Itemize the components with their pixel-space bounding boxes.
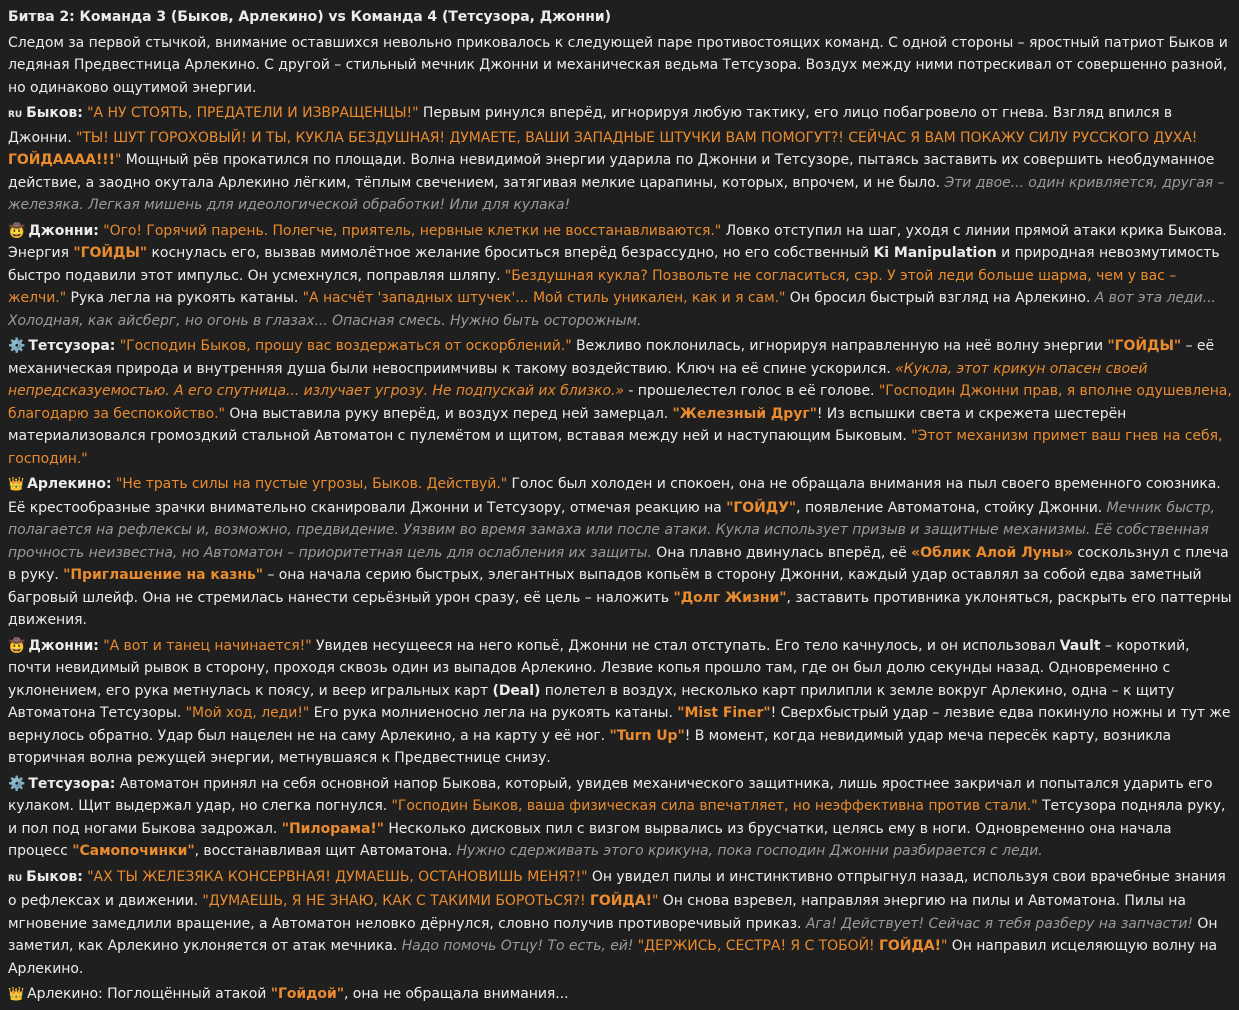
quote: "Не трать силы на пустые угрозы, Быков. Действуй." [115,476,508,492]
quote: "Господин Быков, ваша физическая сила впечатляет, но неэффективна против стали." [391,798,1038,814]
narration: Арлекино: Поглощённый атакой [27,986,271,1002]
cowboy-face-icon: 🤠 [8,637,26,654]
skill-name: "ГОЙДЫ" [73,245,148,261]
narration: ! Сверхбыстрый удар – лезвие едва покинуло ножны и тут же вернулось обратно. Удар был нацелен не на саму Арлекино, а на карту у её ног. [8,705,1231,744]
narration: Первым ринулся вперёд, игнорируя любую тактику, его лицо побагровело от гнева. Взгляд впился в Джонни. [8,105,1173,146]
speaker-name: Арлекино: [27,476,112,492]
weapon-name: «Облик Алой Луны» [911,544,1073,561]
quote: "ТЫ! ШУТ ГОРОХОВЫЙ! И ТЫ, КУКЛА БЕЗДУШНАЯ! ДУМАЕТЕ, ВАШИ ЗАПАДНЫЕ ШТУЧКИ ВАМ ПОМОГУТ?! СЕЙЧАС Я ВАМ ПОКАЖУ СИЛУ РУССКОГО ДУХА! [76,129,1198,146]
quote: "Этот механизм примет ваш гнев на себя, господин." [8,428,1223,467]
narration: , появление Автоматона, стойку Джонни. [796,499,1107,516]
narration: Увидев несущееся на него копьё, Джонни не стал отступать. Его тело качнулось, и он использовал [311,637,1060,654]
speaker-name: Быков: [26,868,83,885]
inner-thought: Эти двое... один кривляется, другая – железяка. Легкая мишень для идеологической обработки! Или для кулака! [8,174,1225,213]
quote: "Господин Быков, прошу вас воздержаться от оскорблений." [119,338,572,354]
skill-name: "Turn Up" [609,727,685,744]
narration: – её механическая природа и внутренняя душа были невосприимчивы к такому воздействию. Ключ на её спине ускорился. [8,338,1215,377]
inner-thought: Надо помочь Отцу! То есть, ей! [401,938,634,954]
speaker-name: Тетсузора: [28,775,116,792]
narration: Вежливо поклонилась, игнорируя направленную на неё волну энергии [571,338,1108,354]
narration: полетел в воздух, несколько карт прилипли к земле вокруг Арлекино, одна – к щиту Автоматона Тетсузоры. [8,682,1175,721]
quote: " [651,893,659,909]
narration: и природная невозмутимость быстро подавили этот импульс. Он усмехнулся, поправляя шляпу. [8,245,1220,284]
narration: – короткий, почти невидимый рывок в сторону, проходя сквозь один из выпадов Арлекино. Лезвие копья прошло там, где он был долю секунды назад. Одновременно с уклонением, его рука метнулась к поясу, и веер игральных карт [8,637,1190,699]
inner-thought: Мечник быстр, полагается на рефлексы и, возможно, предвидение. Уязвим во время замаха или после атаки. Кукла использует призыв и защитные механизмы. Её собственная прочность неизвестна, но Автоматон – приоритетная цель для ослабления их защиты. [8,499,1215,561]
narration: Рука легла на рукоять катаны. [66,290,303,306]
paragraph-johnny-2 [8,635,1232,770]
narration: Она плавно двинулась вперёд, её [651,544,912,561]
paragraph-johnny-1 [8,220,1232,333]
ru-flag-icon: RU [8,873,23,884]
skill-name: "Гойдой" [270,986,344,1002]
narration: Голос был холоден и спокоен, она не обращала внимания на пыл своего временного союзника. Её крестообразные зрачки внимательно сканировали Джонни и Тетсузору, отмечая реакцию на [8,476,1221,516]
narration: Она выставила руку вперёд, и воздух перед ней замерцал. [224,405,673,422]
narration: Он увидел пилы и инстинктивно отпрыгнул назад, используя свои врачебные знания о рефлексах и движении. [8,868,1226,909]
crown-icon: 👑 [8,987,25,1002]
paragraph-tetsuzora-1 [8,335,1232,470]
quote: " [114,152,122,168]
ru-flag-icon: RU [8,110,23,120]
quote: "А насчёт 'западных штучек'... Мой стиль уникален, как и я сам." [302,290,786,306]
inner-thought: Ага! Действует! Сейчас я тебя разберу на запчасти! [805,915,1193,932]
narration: коснулась его, вызвав мимолётное желание броситься вперёд безрассудно, но его собственный [147,245,874,261]
inner-voice: «Кукла, этот крикун опасен своей непредсказуемостью. А его спутница... излучает угрозу. Не подпускай их близко.» [8,360,1148,399]
quote-emphasis: ГОЙДА! [879,938,941,954]
narration: - прошелестел голос в её голове. [623,383,879,399]
narration: Мощный рёв прокатился по площади. Волна невидимой энергии ударила по Джонни и Тетсузоре, пытаясь заставить их совершить необдуманное действие, а заодно окутала Арлекино лёгким, тёплым свечением, затягивая мелкие царапины, которых, впрочем, и не было. [8,152,1215,191]
inner-thought: Нужно сдерживать этого крикуна, пока господин Джонни разбирается с леди. [456,843,1043,859]
skill-name: "Самопочинки" [72,843,195,859]
paragraph-arlecchino-1 [8,473,1232,632]
battle-title: Битва 2: Команда 3 (Быков, Арлекино) vs Команда 4 (Тетсузора, Джонни) [8,9,611,25]
narration: Он заметил, как Арлекино уклоняется от атак мечника. [8,915,1218,954]
skill-name: "ГОЙДУ" [726,499,797,516]
quote-emphasis: ГОЙДАААА!!! [8,152,115,168]
quote: " [940,938,948,954]
narration: Он направил исцеляющую волну на Арлекино. [8,938,1218,977]
quote: "А вот и танец начинается!" [103,637,312,654]
narration: , заставить противника уклоняться, раскрыть его паттерны движения. [8,589,1232,628]
narration: ! В момент, когда невидимый удар меча пересёк карту, возникла вторичная волна режущей энергии, метнувшаяся к Предвестнице снизу. [8,727,1172,766]
narration: – она начала серию быстрых, элегантных выпадов копьём в сторону Джонни, каждый удар оставлял за собой едва заметный багровый шлейф. Она не стремилась нанести серьёзный урон сразу, её цель – наложить [8,567,1202,606]
narration: Тетсузора подняла руку, и пол под ногами Быкова задрожал. [8,798,1226,837]
quote: "Господин Джонни прав, я вполне одушевлена, благодарю за беспокойство." [8,383,1232,422]
narration: Его рука молниеносно легла на рукоять катаны. [309,705,678,721]
skill-name: (Deal) [492,682,541,699]
paragraph-arlecchino-2-cutoff [8,983,1232,1007]
narration: ! Из вспышки света и скрежета шестерён материализовался громоздкий стальной Автоматон с пулемётом и щитом, вставая между ней и наступающим Быковым. [8,405,1127,444]
quote: "ДУМАЕШЬ, Я НЕ ЗНАЮ, КАК С ТАКИМИ БОРОТЬСЯ?! [202,893,591,909]
narration: соскользнул с плеча в руку. [8,544,1229,583]
gear-icon: ⚙️ [8,775,26,792]
skill-name: "Mist Finer" [677,705,771,721]
quote: "ДЕРЖИСЬ, СЕСТРА! Я С ТОБОЙ! [637,938,879,954]
narration: Автоматон принял на себя основной напор Быкова, который, увидев механического защитника, лишь яростнее закричал и попытался ударить его кулаком. Щит выдержал удар, но слегка погнулся. [8,775,1213,814]
chat-message-body [8,6,1232,1010]
quote: "А НУ СТОЯТЬ, ПРЕДАТЕЛИ И ИЗВРАЩЕНЦЫ!" [87,105,419,121]
quote: "Бездушная кукла? Позвольте не согласиться, сэр. У этой леди больше шарма, чем у вас – желчи." [8,267,1177,306]
speaker-name: Тетсузора: [28,338,116,354]
speaker-name: Джонни: [28,222,99,239]
skill-name: "Пилорама!" [281,820,384,837]
narration: , восстанавливая щит Автоматона. [194,843,457,859]
crown-icon: 👑 [8,477,25,492]
inner-thought: А вот эта леди... Холодная, как айсберг, но огонь в глазах... Опасная смесь. Нужно быть осторожным. [8,290,1216,329]
narration: , она не обращала внимания... [344,986,569,1002]
intro-paragraph: Следом за первой стычкой, внимание оставшихся невольно приковалось к следующей паре противостоящих команд. С одной стороны – яростный патриот Быков и ледяная Предвестница Арлекино. С другой – стильный мечник Джонни и механическая ведьма Тетсузора. Воздух между ними потрескивал от совершенно разной, но одинаково ощутимой энергии. [8,34,1228,96]
narration: Несколько дисковых пил с визгом вырвались из брусчатки, целясь ему в ноги. Одновременно она начала процесс [8,820,1172,859]
paragraph-bykov-1 [8,102,1232,217]
skill-name: Ki Manipulation [873,245,997,261]
speaker-name: Быков: [26,105,83,121]
skill-name: "Долг Жизни" [673,589,787,606]
narration: Он бросил быстрый взгляд на Арлекино. [785,290,1095,306]
quote: "Ого! Горячий парень. Полегче, приятель, нервные клетки не восстанавливаются." [103,222,722,239]
cowboy-face-icon: 🤠 [8,222,26,239]
narration: Ловко отступил на шаг, уходя с линии прямой атаки крика Быкова. Энергия [8,222,1227,261]
skill-name: "Приглашение на казнь" [63,567,263,583]
quote: "Мой ход, леди!" [185,705,310,721]
skill-name: Vault [1059,637,1101,654]
speaker-name: Джонни: [28,637,99,654]
paragraph-tetsuzora-2 [8,773,1232,863]
narration: Он снова взревел, направляя энергию на пилы и Автоматона. Пилы на мгновение замедлили вращение, а Автоматон неловко дёрнулся, словно получив противоречивый приказ. [8,893,1186,932]
quote: "АХ ТЫ ЖЕЛЕЗЯКА КОНСЕРВНАЯ! ДУМАЕШЬ, ОСТАНОВИШЬ МЕНЯ?!" [87,868,588,885]
paragraph-bykov-2 [8,866,1232,981]
gear-icon: ⚙️ [8,338,26,354]
skill-name: "ГОЙДЫ" [1107,338,1182,354]
quote-emphasis: ГОЙДА! [590,893,652,909]
skill-name: "Железный Друг" [672,405,817,422]
